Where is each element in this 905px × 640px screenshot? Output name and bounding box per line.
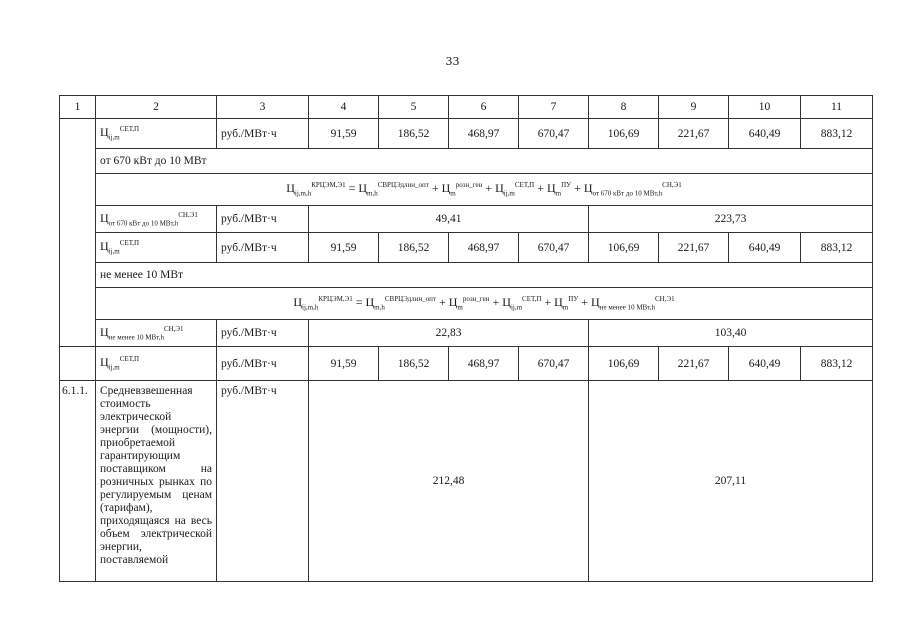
header-cell: 8 — [589, 96, 659, 119]
symbol-cell: $Ц_{от 670 кВт до 10 МВт,h}^{СН,Э1}$ — [96, 206, 217, 233]
value-cell: 670,47 — [519, 233, 589, 263]
value-cell: 670,47 — [519, 347, 589, 381]
symbol-cell: $Ц_{ij,m}^{СЕТ,П}$ — [96, 347, 217, 381]
formula-row — [60, 174, 873, 206]
symbol-cell: $Ц_{ij,m}^{СЕТ,П}$ — [96, 233, 217, 263]
value-cell: 186,52 — [379, 233, 449, 263]
value-cell: 49,41 — [309, 206, 589, 233]
value-cell: 207,11 — [589, 381, 873, 582]
table-row — [60, 119, 873, 149]
blank-cell — [60, 347, 96, 381]
value-cell: 186,52 — [379, 347, 449, 381]
header-cell: 5 — [379, 96, 449, 119]
header-cell: 10 — [729, 96, 801, 119]
table-row — [60, 347, 873, 381]
value-cell: 883,12 — [801, 119, 873, 149]
symbol-cell: $Ц_{ij,m}^{СЕТ,П}$ — [96, 119, 217, 149]
formula: $Ц_{ij,m,h}^{КРЦЭМ,Э1} = Ц_{m,h}^{СВРЦЭдлин\_опт} + Ц_m^{розн\_ген} + Ц_{ij,m}^{СЕТ,П} + Ц_m^{ПУ} + Ц_{не менее 10 МВт,h}^{СН,Э1}$ — [96, 288, 873, 320]
section-row — [60, 149, 873, 174]
section-row — [60, 263, 873, 288]
item-number: 6.1.1. — [60, 381, 96, 582]
section-label: не менее 10 МВт — [96, 263, 873, 288]
value-cell: 670,47 — [519, 119, 589, 149]
tariff-table — [59, 95, 873, 582]
value-cell: 106,69 — [589, 347, 659, 381]
unit-cell: руб./МВт·ч — [217, 119, 309, 149]
header-cell: 2 — [96, 96, 217, 119]
value-cell: 22,83 — [309, 320, 589, 347]
unit-cell: руб./МВт·ч — [217, 233, 309, 263]
value-cell: 91,59 — [309, 347, 379, 381]
value-cell: 221,67 — [659, 119, 729, 149]
unit-cell: руб./МВт·ч — [217, 206, 309, 233]
blank-cell — [60, 119, 96, 347]
unit-cell: руб./МВт·ч — [217, 381, 309, 582]
value-cell: 106,69 — [589, 119, 659, 149]
value-cell: 468,97 — [449, 119, 519, 149]
value-cell: 223,73 — [589, 206, 873, 233]
table-row — [60, 206, 873, 233]
unit-cell: руб./МВт·ч — [217, 320, 309, 347]
value-cell: 91,59 — [309, 119, 379, 149]
table-row — [60, 233, 873, 263]
symbol-cell: $Ц_{не менее 10 МВт,h}^{СН,Э1}$ — [96, 320, 217, 347]
table-row — [60, 320, 873, 347]
value-cell: 883,12 — [801, 347, 873, 381]
page-number: 33 — [445, 55, 460, 68]
value-cell: 106,69 — [589, 233, 659, 263]
value-cell: 221,67 — [659, 347, 729, 381]
section-label: от 670 кВт до 10 МВт — [96, 149, 873, 174]
unit-cell: руб./МВт·ч — [217, 347, 309, 381]
item-row — [60, 381, 873, 582]
formula: $Ц_{ij,m,h}^{КРЦЭМ,Э1} = Ц_{m,h}^{СВРЦЭдлин\_опт} + Ц_m^{розн\_ген} + Ц_{ij,m}^{СЕТ,П} + Ц_m^{ПУ} + Ц_{от 670 кВт до 10 МВт,h}^{СН,Э1}$ — [96, 174, 873, 206]
value-cell: 221,67 — [659, 233, 729, 263]
value-cell: 212,48 — [309, 381, 589, 582]
formula-row — [60, 288, 873, 320]
value-cell: 468,97 — [449, 347, 519, 381]
header-cell: 4 — [309, 96, 379, 119]
header-cell: 11 — [801, 96, 873, 119]
header-cell: 3 — [217, 96, 309, 119]
value-cell: 186,52 — [379, 119, 449, 149]
value-cell: 883,12 — [801, 233, 873, 263]
header-row — [60, 96, 873, 119]
value-cell: 640,49 — [729, 233, 801, 263]
value-cell: 640,49 — [729, 119, 801, 149]
value-cell: 640,49 — [729, 347, 801, 381]
header-cell: 6 — [449, 96, 519, 119]
value-cell: 91,59 — [309, 233, 379, 263]
value-cell: 103,40 — [589, 320, 873, 347]
item-description: Средневзвешенная стоимость электрической энергии (мощности), приобретаемой гарантирующим поставщиком на розничных рынках по регулируемым ценам (тарифам), приходящаяся на весь объем электрической энергии, поставляемой — [96, 381, 217, 582]
header-cell: 7 — [519, 96, 589, 119]
header-cell: 9 — [659, 96, 729, 119]
header-cell: 1 — [60, 96, 96, 119]
value-cell: 468,97 — [449, 233, 519, 263]
